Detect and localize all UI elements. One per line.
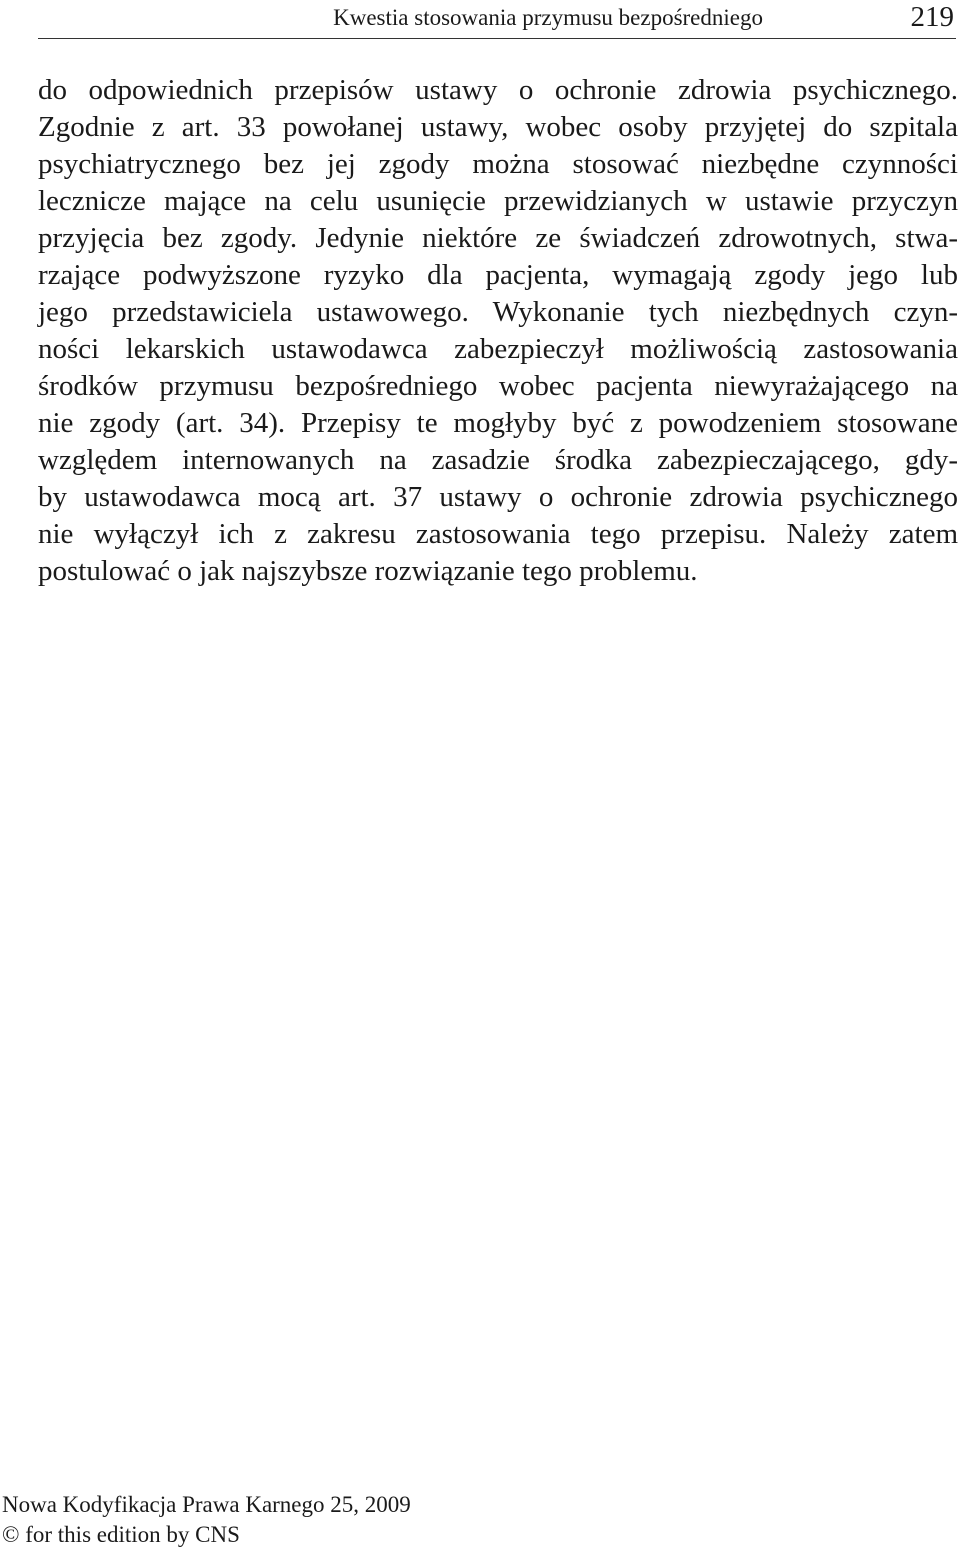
text-line: przyjęcia bez zgody. Jedynie niektóre ze świadczeń zdrowotnych, stwa- (38, 222, 958, 254)
text-line: nie wyłączył ich z zakresu zastosowania tego przepisu. Należy zatem (38, 518, 958, 550)
text-line: psychiatrycznego bez jej zgody można stosować niezbędne czynności (38, 148, 958, 180)
text-line: Zgodnie z art. 33 powołanej ustawy, wobec osoby przyjętej do szpitala (38, 111, 958, 143)
running-header (38, 0, 956, 39)
text-line: do odpowiednich przepisów ustawy o ochronie zdrowia psychicznego. (38, 74, 958, 106)
text-line: lecznicze mające na celu usunięcie przewidzianych w ustawie przyczyn (38, 185, 958, 217)
text-line: środków przymusu bezpośredniego wobec pacjenta niewyrażającego na (38, 370, 958, 402)
text-line: by ustawodawca mocą art. 37 ustawy o ochronie zdrowia psychicznego (38, 481, 958, 513)
page-footer (2, 1490, 411, 1550)
copyright-notice: © for this edition by CNS (2, 1522, 240, 1547)
running-title: Kwestia stosowania przymusu bezpośredniego (333, 5, 763, 30)
text-line: rzające podwyższone ryzyko dla pacjenta, wymagają zgody jego lub (38, 259, 958, 291)
text-line: postulować o jak najszybsze rozwiązanie tego problemu. (38, 555, 698, 587)
text-line: jego przedstawiciela ustawowego. Wykonanie tych niezbędnych czyn- (38, 296, 958, 328)
text-line: ności lekarskich ustawodawca zabezpieczył możliwością zastosowania (38, 333, 958, 365)
text-line: względem internowanych na zasadzie środka zabezpieczającego, gdy- (38, 444, 958, 476)
body-paragraph (38, 72, 958, 590)
journal-citation: Nowa Kodyfikacja Prawa Karnego 25, 2009 (2, 1492, 411, 1517)
page-number: 219 (910, 1, 954, 33)
text-line: nie zgody (art. 34). Przepisy te mogłyby być z powodzeniem stosowane (38, 407, 958, 439)
